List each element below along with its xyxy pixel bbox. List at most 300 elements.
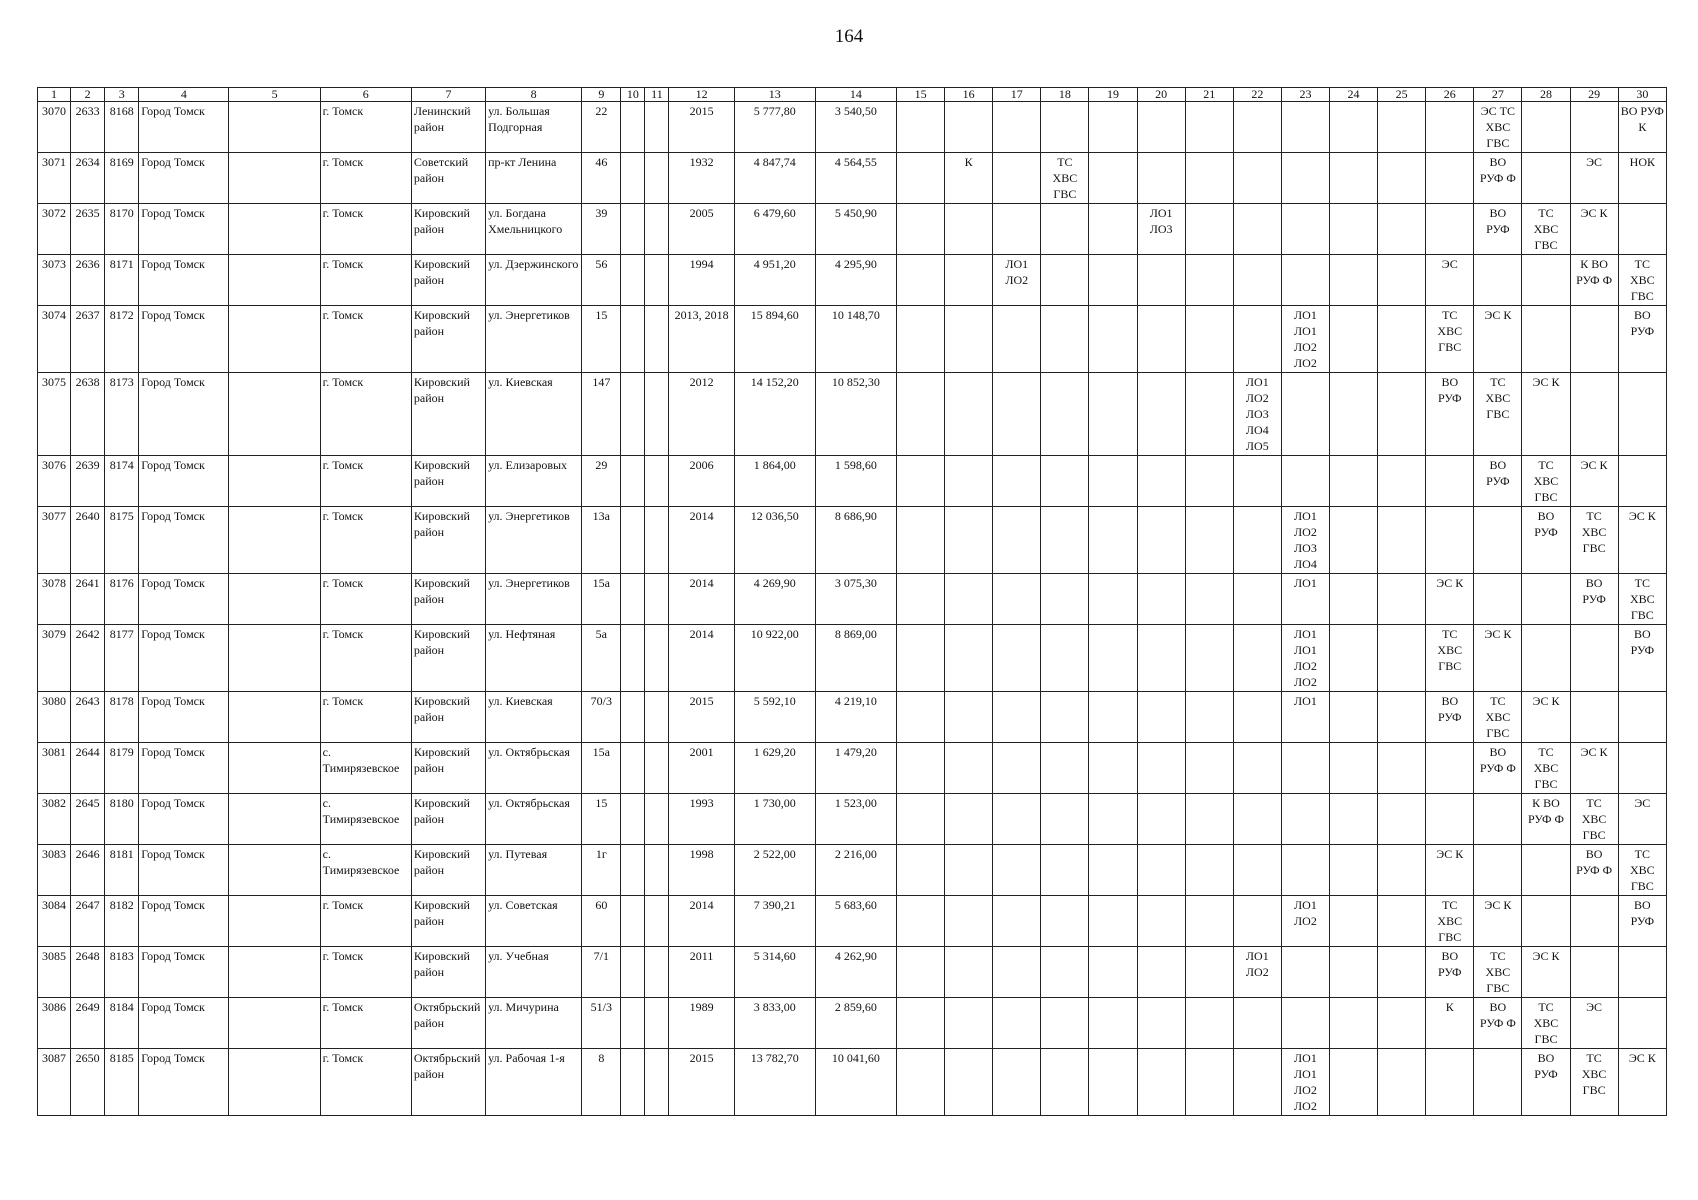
house-number-cell: 147	[582, 373, 621, 456]
locality-cell: г. Томск	[320, 306, 411, 373]
work-type-cell: ВО РУФ Ф	[1474, 998, 1522, 1049]
year-cell: 2014	[669, 625, 734, 692]
work-type-cell	[945, 1049, 993, 1116]
letter-cell	[645, 102, 669, 153]
work-type-cell: ЛО1 ЛО2 ЛО3 ЛО4	[1281, 507, 1329, 574]
work-type-cell	[945, 373, 993, 456]
work-type-cell	[1570, 896, 1618, 947]
column-number-header: 27	[1474, 88, 1522, 102]
work-type-cell	[1522, 625, 1570, 692]
total-area-cell: 5 592,10	[734, 692, 815, 743]
building-cell	[621, 507, 645, 574]
work-type-cell	[1330, 743, 1378, 794]
work-type-cell	[1330, 947, 1378, 998]
work-type-cell	[993, 625, 1041, 692]
municipality-cell: Город Томск	[139, 845, 229, 896]
table-row	[38, 625, 1667, 692]
work-type-cell	[1233, 692, 1281, 743]
work-type-cell	[1330, 204, 1378, 255]
letter-cell	[645, 255, 669, 306]
letter-cell	[645, 743, 669, 794]
work-type-cell: К ВО РУФ Ф	[1522, 794, 1570, 845]
work-type-cell: ЭС	[1570, 998, 1618, 1049]
work-type-cell	[1041, 896, 1089, 947]
work-type-cell	[1378, 204, 1426, 255]
house-id-cell: 2633	[71, 102, 105, 153]
work-type-cell: ЭС К	[1570, 204, 1618, 255]
object-id-cell: 8170	[105, 204, 139, 255]
work-type-cell	[1378, 255, 1426, 306]
work-type-cell: К ВО РУФ Ф	[1570, 255, 1618, 306]
house-number-cell: 1г	[582, 845, 621, 896]
work-type-cell	[1185, 373, 1233, 456]
work-type-cell: ВО РУФ	[1618, 896, 1666, 947]
work-type-cell	[1378, 845, 1426, 896]
year-cell: 1994	[669, 255, 734, 306]
work-type-cell: ЭС К	[1474, 896, 1522, 947]
living-area-cell: 2 859,60	[815, 998, 896, 1049]
work-type-cell	[1185, 1049, 1233, 1116]
work-type-cell	[1089, 153, 1137, 204]
column-number-header: 4	[139, 88, 229, 102]
work-type-cell: ЛО1 ЛО1 ЛО2 ЛО2	[1281, 306, 1329, 373]
work-type-cell: ЭС К	[1474, 625, 1522, 692]
object-id-cell: 8176	[105, 574, 139, 625]
living-area-cell: 5 450,90	[815, 204, 896, 255]
column-number-header: 2	[71, 88, 105, 102]
work-type-cell	[1330, 625, 1378, 692]
street-cell: ул. Энергетиков	[486, 507, 582, 574]
settlement-type-cell	[229, 306, 320, 373]
locality-cell: г. Томск	[320, 102, 411, 153]
year-cell: 2015	[669, 102, 734, 153]
building-cell	[621, 255, 645, 306]
work-type-cell	[1137, 743, 1185, 794]
locality-cell: г. Томск	[320, 947, 411, 998]
house-number-cell: 56	[582, 255, 621, 306]
object-id-cell: 8184	[105, 998, 139, 1049]
work-type-cell	[1378, 456, 1426, 507]
object-id-cell: 8181	[105, 845, 139, 896]
work-type-cell: ЭС К	[1522, 947, 1570, 998]
letter-cell	[645, 456, 669, 507]
page-number: 164	[834, 26, 864, 47]
record-number-cell: 3083	[38, 845, 71, 896]
work-type-cell: ВО РУФ	[1570, 574, 1618, 625]
work-type-cell	[1378, 947, 1426, 998]
total-area-cell: 1 730,00	[734, 794, 815, 845]
building-cell	[621, 204, 645, 255]
building-cell	[621, 1049, 645, 1116]
work-type-cell	[897, 507, 945, 574]
work-type-cell	[1281, 102, 1329, 153]
work-type-cell	[1233, 625, 1281, 692]
municipality-cell: Город Томск	[139, 692, 229, 743]
record-number-cell: 3073	[38, 255, 71, 306]
total-area-cell: 13 782,70	[734, 1049, 815, 1116]
municipality-cell: Город Томск	[139, 153, 229, 204]
locality-cell: г. Томск	[320, 255, 411, 306]
work-type-cell: ТС ХВС ГВС	[1618, 845, 1666, 896]
work-type-cell: ЛО1 ЛО2	[993, 255, 1041, 306]
column-number-header: 12	[669, 88, 734, 102]
district-cell: Кировский район	[411, 373, 485, 456]
work-type-cell	[1137, 625, 1185, 692]
work-type-cell	[897, 204, 945, 255]
settlement-type-cell	[229, 507, 320, 574]
work-type-cell	[945, 794, 993, 845]
total-area-cell: 15 894,60	[734, 306, 815, 373]
work-type-cell	[993, 947, 1041, 998]
work-type-cell	[1474, 1049, 1522, 1116]
work-type-cell	[1330, 102, 1378, 153]
record-number-cell: 3074	[38, 306, 71, 373]
record-number-cell: 3085	[38, 947, 71, 998]
record-number-cell: 3082	[38, 794, 71, 845]
work-type-cell	[1137, 507, 1185, 574]
work-type-cell: ТС ХВС ГВС	[1522, 998, 1570, 1049]
work-type-cell	[1522, 153, 1570, 204]
column-number-header: 15	[897, 88, 945, 102]
settlement-type-cell	[229, 373, 320, 456]
work-type-cell: ЭС К	[1618, 507, 1666, 574]
work-type-cell: ЛО1	[1281, 574, 1329, 625]
work-type-cell	[1041, 625, 1089, 692]
work-type-cell: ЭС К	[1570, 456, 1618, 507]
work-type-cell	[1137, 255, 1185, 306]
work-type-cell: ВО РУФ	[1522, 1049, 1570, 1116]
work-type-cell	[1041, 456, 1089, 507]
column-number-header: 10	[621, 88, 645, 102]
work-type-cell: ВО РУФ	[1426, 947, 1474, 998]
letter-cell	[645, 204, 669, 255]
work-type-cell	[1089, 574, 1137, 625]
house-number-cell: 15	[582, 306, 621, 373]
house-number-cell: 8	[582, 1049, 621, 1116]
object-id-cell: 8173	[105, 373, 139, 456]
building-cell	[621, 625, 645, 692]
work-type-cell	[1233, 507, 1281, 574]
register-table	[37, 87, 1667, 1116]
street-cell: ул. Дзержинского	[486, 255, 582, 306]
year-cell: 1993	[669, 794, 734, 845]
work-type-cell	[1089, 306, 1137, 373]
house-number-cell: 15	[582, 794, 621, 845]
work-type-cell: ТС ХВС ГВС	[1426, 896, 1474, 947]
work-type-cell	[945, 204, 993, 255]
work-type-cell	[1233, 896, 1281, 947]
work-type-cell	[1041, 507, 1089, 574]
work-type-cell: ЛО1 ЛО1 ЛО2 ЛО2	[1281, 625, 1329, 692]
work-type-cell	[1330, 574, 1378, 625]
column-number-header: 23	[1281, 88, 1329, 102]
work-type-cell	[1137, 456, 1185, 507]
work-type-cell: ВО РУФ Ф	[1570, 845, 1618, 896]
locality-cell: г. Томск	[320, 625, 411, 692]
work-type-cell	[1041, 692, 1089, 743]
work-type-cell	[1281, 204, 1329, 255]
work-type-cell	[1137, 692, 1185, 743]
work-type-cell	[1330, 845, 1378, 896]
work-type-cell	[1426, 507, 1474, 574]
street-cell: ул. Октябрьская	[486, 743, 582, 794]
total-area-cell: 4 951,20	[734, 255, 815, 306]
settlement-type-cell	[229, 625, 320, 692]
column-number-header: 29	[1570, 88, 1618, 102]
house-id-cell: 2649	[71, 998, 105, 1049]
object-id-cell: 8179	[105, 743, 139, 794]
district-cell: Кировский район	[411, 896, 485, 947]
settlement-type-cell	[229, 574, 320, 625]
street-cell: ул. Нефтяная	[486, 625, 582, 692]
work-type-cell: ТС ХВС ГВС	[1474, 692, 1522, 743]
work-type-cell: ТС ХВС ГВС	[1570, 507, 1618, 574]
letter-cell	[645, 373, 669, 456]
work-type-cell: ЛО1 ЛО2	[1233, 947, 1281, 998]
house-number-cell: 13а	[582, 507, 621, 574]
municipality-cell: Город Томск	[139, 373, 229, 456]
total-area-cell: 5 777,80	[734, 102, 815, 153]
year-cell: 2015	[669, 1049, 734, 1116]
district-cell: Кировский район	[411, 692, 485, 743]
year-cell: 2006	[669, 456, 734, 507]
column-number-header: 5	[229, 88, 320, 102]
letter-cell	[645, 692, 669, 743]
work-type-cell	[1185, 507, 1233, 574]
district-cell: Кировский район	[411, 574, 485, 625]
work-type-cell: ЭС К	[1522, 373, 1570, 456]
work-type-cell: ЭС	[1570, 153, 1618, 204]
settlement-type-cell	[229, 692, 320, 743]
year-cell: 1989	[669, 998, 734, 1049]
work-type-cell	[993, 998, 1041, 1049]
column-number-header: 22	[1233, 88, 1281, 102]
work-type-cell	[1281, 947, 1329, 998]
work-type-cell	[993, 692, 1041, 743]
building-cell	[621, 102, 645, 153]
work-type-cell	[1137, 373, 1185, 456]
work-type-cell	[1089, 625, 1137, 692]
record-number-cell: 3078	[38, 574, 71, 625]
work-type-cell: ЛО1 ЛО2	[1281, 896, 1329, 947]
column-number-header: 13	[734, 88, 815, 102]
work-type-cell: ЭС К	[1618, 1049, 1666, 1116]
work-type-cell	[1281, 456, 1329, 507]
column-number-header: 28	[1522, 88, 1570, 102]
work-type-cell: ЛО1	[1281, 692, 1329, 743]
street-cell: ул. Мичурина	[486, 998, 582, 1049]
work-type-cell: ВО РУФ	[1618, 625, 1666, 692]
settlement-type-cell	[229, 794, 320, 845]
work-type-cell	[1137, 794, 1185, 845]
work-type-cell	[1137, 947, 1185, 998]
work-type-cell	[1185, 574, 1233, 625]
work-type-cell: ВО РУФ Ф	[1474, 743, 1522, 794]
column-number-header: 6	[320, 88, 411, 102]
total-area-cell: 4 847,74	[734, 153, 815, 204]
house-number-cell: 29	[582, 456, 621, 507]
work-type-cell: ЭС К	[1474, 306, 1522, 373]
object-id-cell: 8174	[105, 456, 139, 507]
year-cell: 1932	[669, 153, 734, 204]
column-number-row	[38, 88, 1667, 102]
work-type-cell	[1089, 1049, 1137, 1116]
work-type-cell	[1330, 306, 1378, 373]
work-type-cell	[1281, 255, 1329, 306]
record-number-cell: 3072	[38, 204, 71, 255]
house-number-cell: 51/3	[582, 998, 621, 1049]
work-type-cell	[1041, 1049, 1089, 1116]
building-cell	[621, 896, 645, 947]
table-body	[38, 102, 1667, 1116]
house-number-cell: 5а	[582, 625, 621, 692]
total-area-cell: 4 269,90	[734, 574, 815, 625]
building-cell	[621, 306, 645, 373]
living-area-cell: 8 869,00	[815, 625, 896, 692]
work-type-cell	[1185, 255, 1233, 306]
work-type-cell	[993, 1049, 1041, 1116]
municipality-cell: Город Томск	[139, 625, 229, 692]
settlement-type-cell	[229, 845, 320, 896]
work-type-cell	[1522, 845, 1570, 896]
work-type-cell	[1474, 255, 1522, 306]
living-area-cell: 1 479,20	[815, 743, 896, 794]
work-type-cell	[1570, 692, 1618, 743]
letter-cell	[645, 998, 669, 1049]
year-cell: 1998	[669, 845, 734, 896]
work-type-cell	[993, 102, 1041, 153]
building-cell	[621, 794, 645, 845]
building-cell	[621, 373, 645, 456]
work-type-cell	[1570, 306, 1618, 373]
municipality-cell: Город Томск	[139, 1049, 229, 1116]
work-type-cell: НОК	[1618, 153, 1666, 204]
work-type-cell	[1041, 204, 1089, 255]
work-type-cell: ВО РУФ	[1474, 456, 1522, 507]
work-type-cell	[1089, 947, 1137, 998]
work-type-cell	[1330, 507, 1378, 574]
work-type-cell	[1137, 1049, 1185, 1116]
house-id-cell: 2635	[71, 204, 105, 255]
street-cell: ул. Богдана Хмельницкого	[486, 204, 582, 255]
letter-cell	[645, 306, 669, 373]
work-type-cell	[1137, 574, 1185, 625]
work-type-cell	[1041, 255, 1089, 306]
work-type-cell: ТС ХВС ГВС	[1618, 574, 1666, 625]
house-id-cell: 2639	[71, 456, 105, 507]
year-cell: 2014	[669, 574, 734, 625]
work-type-cell	[1233, 845, 1281, 896]
work-type-cell	[1618, 204, 1666, 255]
work-type-cell	[1041, 574, 1089, 625]
locality-cell: г. Томск	[320, 507, 411, 574]
street-cell: ул. Октябрьская	[486, 794, 582, 845]
table-row	[38, 306, 1667, 373]
street-cell: ул. Энергетиков	[486, 306, 582, 373]
work-type-cell	[1185, 743, 1233, 794]
work-type-cell	[1233, 306, 1281, 373]
work-type-cell	[897, 306, 945, 373]
work-type-cell	[945, 102, 993, 153]
house-number-cell: 39	[582, 204, 621, 255]
work-type-cell	[1233, 743, 1281, 794]
work-type-cell	[1233, 574, 1281, 625]
year-cell: 2005	[669, 204, 734, 255]
work-type-cell	[1233, 1049, 1281, 1116]
column-number-header: 24	[1330, 88, 1378, 102]
total-area-cell: 1 864,00	[734, 456, 815, 507]
work-type-cell	[1281, 845, 1329, 896]
work-type-cell	[1041, 947, 1089, 998]
work-type-cell	[1474, 794, 1522, 845]
object-id-cell: 8171	[105, 255, 139, 306]
settlement-type-cell	[229, 896, 320, 947]
column-number-header: 8	[486, 88, 582, 102]
object-id-cell: 8172	[105, 306, 139, 373]
living-area-cell: 3 540,50	[815, 102, 896, 153]
work-type-cell	[1281, 373, 1329, 456]
work-type-cell	[1618, 456, 1666, 507]
work-type-cell	[1426, 456, 1474, 507]
settlement-type-cell	[229, 204, 320, 255]
column-number-header: 9	[582, 88, 621, 102]
work-type-cell	[1089, 794, 1137, 845]
column-number-header: 14	[815, 88, 896, 102]
work-type-cell	[945, 947, 993, 998]
work-type-cell	[1426, 1049, 1474, 1116]
work-type-cell	[1570, 625, 1618, 692]
table-row	[38, 692, 1667, 743]
work-type-cell	[1185, 794, 1233, 845]
street-cell: ул. Большая Подгорная	[486, 102, 582, 153]
work-type-cell	[1330, 692, 1378, 743]
work-type-cell	[1089, 102, 1137, 153]
work-type-cell: ЛО1 ЛО1 ЛО2 ЛО2	[1281, 1049, 1329, 1116]
district-cell: Октябрьский район	[411, 998, 485, 1049]
work-type-cell: ТС ХВС ГВС	[1618, 255, 1666, 306]
work-type-cell	[993, 845, 1041, 896]
table-row	[38, 998, 1667, 1049]
work-type-cell	[1185, 306, 1233, 373]
locality-cell: г. Томск	[320, 574, 411, 625]
work-type-cell: ЭС К	[1426, 845, 1474, 896]
work-type-cell	[897, 255, 945, 306]
letter-cell	[645, 574, 669, 625]
column-number-header: 16	[945, 88, 993, 102]
work-type-cell	[1330, 794, 1378, 845]
work-type-cell: ТС ХВС ГВС	[1522, 204, 1570, 255]
record-number-cell: 3086	[38, 998, 71, 1049]
living-area-cell: 1 598,60	[815, 456, 896, 507]
work-type-cell: ЭС К	[1522, 692, 1570, 743]
municipality-cell: Город Томск	[139, 998, 229, 1049]
work-type-cell	[1089, 204, 1137, 255]
work-type-cell	[1233, 102, 1281, 153]
work-type-cell: К	[945, 153, 993, 204]
year-cell: 2014	[669, 507, 734, 574]
table-row	[38, 743, 1667, 794]
year-cell: 2011	[669, 947, 734, 998]
district-cell: Кировский район	[411, 625, 485, 692]
work-type-cell: ВО РУФ	[1474, 204, 1522, 255]
living-area-cell: 1 523,00	[815, 794, 896, 845]
letter-cell	[645, 896, 669, 947]
building-cell	[621, 743, 645, 794]
work-type-cell	[1281, 743, 1329, 794]
building-cell	[621, 574, 645, 625]
table-row	[38, 896, 1667, 947]
work-type-cell	[1618, 373, 1666, 456]
